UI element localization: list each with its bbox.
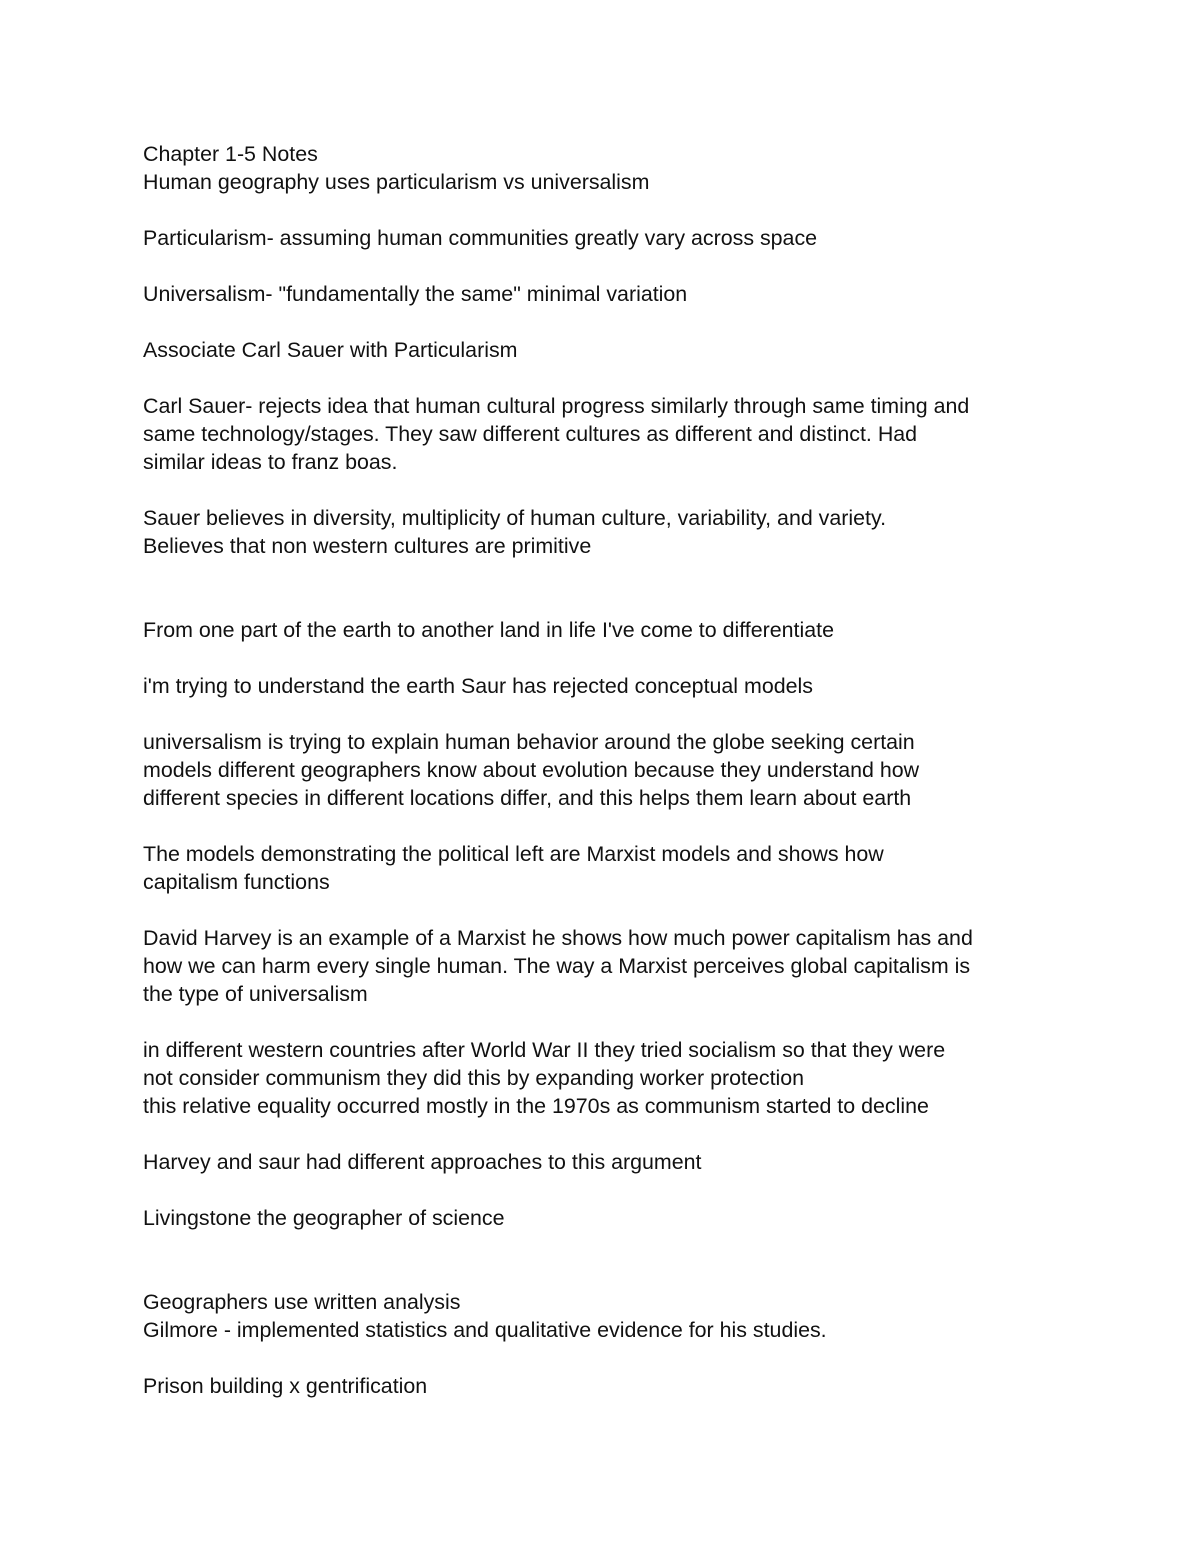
- blank-line: [143, 1008, 1070, 1036]
- blank-line: [143, 1232, 1070, 1260]
- text-line: universalism is trying to explain human behavior around the globe seeking certain: [143, 730, 915, 754]
- text-line: The models demonstrating the political left are Marxist models and shows how: [143, 842, 884, 866]
- text-line: capitalism functions: [143, 870, 330, 894]
- blank-line: [143, 700, 1070, 728]
- text-line: Geographers use written analysis: [143, 1290, 461, 1314]
- blank-line: [143, 252, 1070, 280]
- blank-line: [143, 1176, 1070, 1204]
- blank-line: [143, 476, 1070, 504]
- text-line: David Harvey is an example of a Marxist he shows how much power capitalism has and: [143, 926, 973, 950]
- text-line: same technology/stages. They saw different cultures as different and distinct. Had: [143, 422, 918, 446]
- text-line: Human geography uses particularism vs universalism: [143, 170, 650, 194]
- blank-line: [143, 196, 1070, 224]
- text-line: Sauer believes in diversity, multiplicity of human culture, variability, and variety.: [143, 506, 887, 530]
- text-line: Livingstone the geographer of science: [143, 1206, 505, 1230]
- blank-line: [143, 308, 1070, 336]
- text-line: Gilmore - implemented statistics and qualitative evidence for his studies.: [143, 1318, 827, 1342]
- text-line: this relative equality occurred mostly in the 1970s as communism started to decline: [143, 1094, 929, 1118]
- blank-line: [143, 588, 1070, 616]
- blank-line: [143, 644, 1070, 672]
- text-line: Carl Sauer- rejects idea that human cultural progress similarly through same timing and: [143, 394, 970, 418]
- text-line: Prison building x gentrification: [143, 1374, 428, 1398]
- text-line: the type of universalism: [143, 982, 368, 1006]
- blank-line: [143, 1120, 1070, 1148]
- text-line: From one part of the earth to another land in life I've come to differentiate: [143, 618, 834, 642]
- text-line: i'm trying to understand the earth Saur has rejected conceptual models: [143, 674, 813, 698]
- text-line: Particularism- assuming human communities greatly vary across space: [143, 226, 818, 250]
- text-line: not consider communism they did this by expanding worker protection: [143, 1066, 805, 1090]
- text-line: how we can harm every single human. The way a Marxist perceives global capitalism is: [143, 954, 971, 978]
- text-line: models different geographers know about evolution because they understand how: [143, 758, 920, 782]
- document-title: Chapter 1-5 Notes: [143, 142, 318, 166]
- blank-line: [143, 896, 1070, 924]
- text-line: Believes that non western cultures are primitive: [143, 534, 592, 558]
- text-line: in different western countries after World War II they tried socialism so that they were: [143, 1038, 946, 1062]
- blank-line: [143, 364, 1070, 392]
- text-line: different species in different locations differ, and this helps them learn about earth: [143, 786, 912, 810]
- blank-line: [143, 812, 1070, 840]
- blank-line: [143, 560, 1070, 588]
- text-line: Universalism- "fundamentally the same" minimal variation: [143, 282, 688, 306]
- text-line: Harvey and saur had different approaches to this argument: [143, 1150, 702, 1174]
- blank-line: [143, 1260, 1070, 1288]
- blank-line: [143, 1344, 1070, 1372]
- text-line: Associate Carl Sauer with Particularism: [143, 338, 518, 362]
- text-line: similar ideas to franz boas.: [143, 450, 398, 474]
